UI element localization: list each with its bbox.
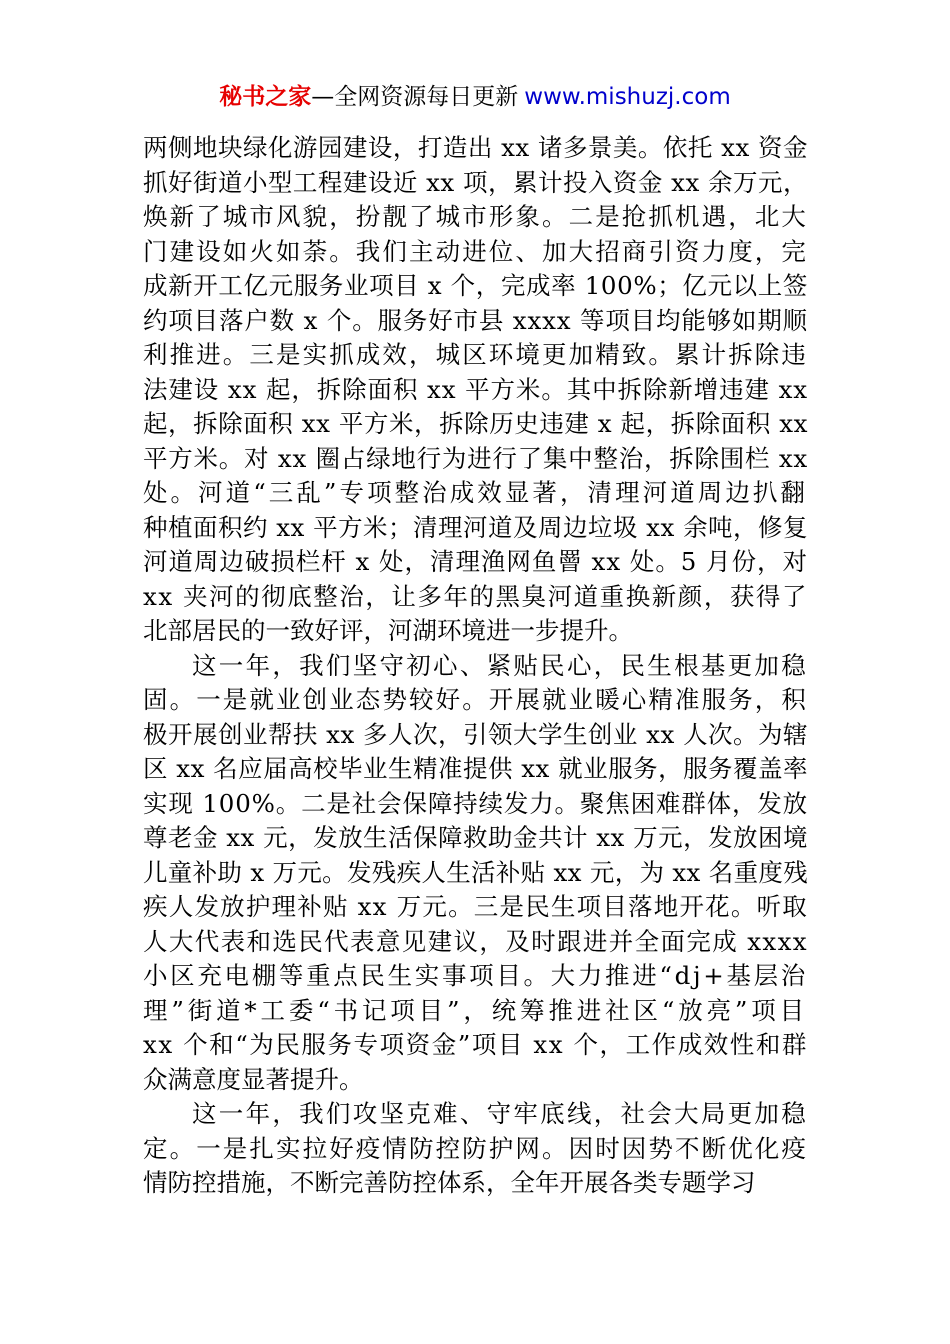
text-line: 这一年，我们坚守初心、紧贴民心，民生根基更加稳 <box>192 650 808 680</box>
text-line: 河道周边破损栏杆 x 处，清理渔网鱼罾 xx 处。5 月份，对 <box>143 547 808 576</box>
text-line: 北部居民的一致好评，河湖环境进一步提升。 <box>143 616 633 645</box>
text-line: 极开展创业帮扶 xx 多人次，引领大学生创业 xx 人次。为辖 <box>143 719 808 749</box>
text-line: 儿童补助 x 万元。发残疾人生活补贴 xx 元，为 xx 名重度残 <box>143 857 808 887</box>
text-line: 法建设 xx 起，拆除面积 xx 平方米。其中拆除新增违建 xx <box>143 374 808 404</box>
text-line: 众满意度显著提升。 <box>143 1064 364 1094</box>
text-line: 固。一是就业创业态势较好。开展就业暖心精准服务，积 <box>143 685 808 714</box>
text-line: 起，拆除面积 xx 平方米，拆除历史违建 x 起，拆除面积 xx <box>143 409 808 438</box>
header-tagline: —全网资源每日更新 <box>311 84 519 110</box>
text-line: 门建设如火如荼。我们主动进位、加大招商引资力度，完 <box>143 236 808 266</box>
page-header <box>0 80 950 114</box>
text-line: 实现 100%。二是社会保障持续发力。聚焦困难群体，发放 <box>143 788 808 818</box>
text-line: 区 xx 名应届高校毕业生精准提供 xx 就业服务，服务覆盖率 <box>143 754 808 783</box>
text-line: 理”街道*工委“书记项目”，统筹推进社区“放亮”项目 <box>143 995 808 1025</box>
text-line: xx 夹河的彻底整治，让多年的黑臭河道重换新颜，获得了 <box>143 581 808 611</box>
text-line: 利推进。三是实抓成效，城区环境更加精致。累计拆除违 <box>143 340 808 369</box>
site-url-link[interactable]: www.mishuzj.com <box>524 84 731 110</box>
text-line: 人大代表和选民代表意见建议，及时跟进并全面完成 xxxx <box>143 926 808 956</box>
text-line: 小区充电棚等重点民生实事项目。大力推进“dj+基层治 <box>143 961 808 990</box>
text-line: 情防控措施，不断完善防控体系，全年开展各类专题学习 <box>143 1168 756 1197</box>
text-line: 定。一是扎实拉好疫情防控防护网。因时因势不断优化疫 <box>143 1133 808 1163</box>
text-line: 平方米。对 xx 圈占绿地行为进行了集中整治，拆除围栏 xx <box>143 443 808 473</box>
text-line: 焕新了城市风貌，扮靓了城市形象。二是抢抓机遇，北大 <box>143 202 808 231</box>
text-line: 抓好街道小型工程建设近 xx 项，累计投入资金 xx 余万元， <box>143 167 808 197</box>
text-line: 处。河道“三乱”专项整治成效显著，清理河道周边扒翻 <box>143 478 808 507</box>
text-line: 成新开工亿元服务业项目 x 个，完成率 100%；亿元以上签 <box>143 271 808 300</box>
text-line: 约项目落户数 x 个。服务好市县 xxxx 等项目均能够如期顺 <box>143 305 808 335</box>
brand-name: 秘书之家 <box>219 84 312 110</box>
text-line: 尊老金 xx 元，发放生活保障救助金共计 xx 万元，发放困境 <box>143 823 808 852</box>
text-line: 这一年，我们攻坚克难、守牢底线，社会大局更加稳 <box>192 1099 808 1128</box>
document-body <box>143 131 808 1201</box>
text-line: 两侧地块绿化游园建设，打造出 xx 诸多景美。依托 xx 资金 <box>143 133 808 162</box>
text-line: xx 个和“为民服务专项资金”项目 xx 个，工作成效性和群 <box>143 1030 808 1059</box>
text-line: 疾人发放护理补贴 xx 万元。三是民生项目落地开花。听取 <box>143 892 808 921</box>
text-line: 种植面积约 xx 平方米；清理河道及周边垃圾 xx 余吨，修复 <box>143 512 808 542</box>
